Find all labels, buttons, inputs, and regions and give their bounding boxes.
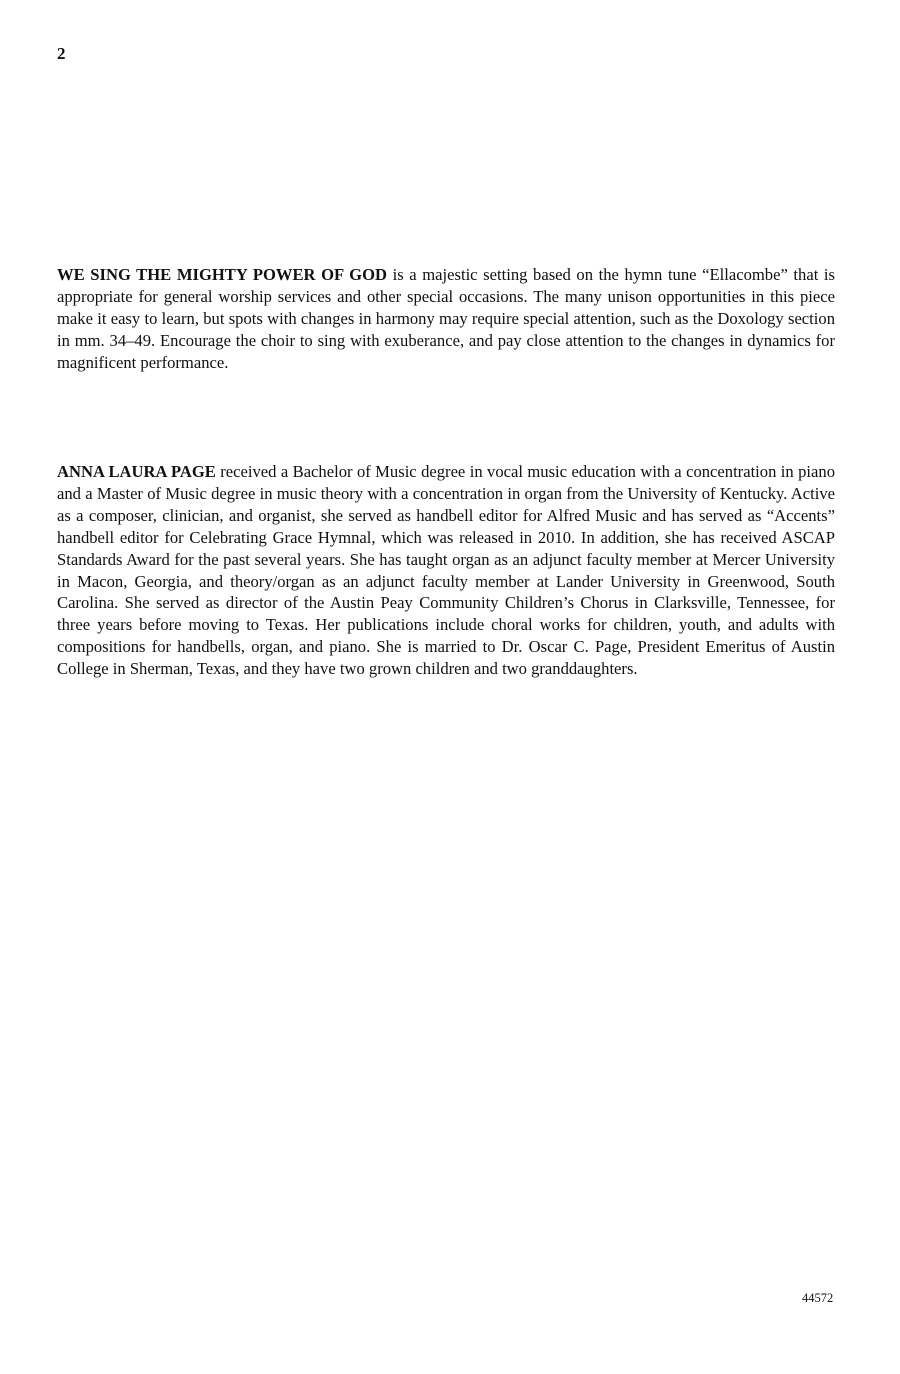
page-number: 2	[57, 44, 66, 63]
intro-paragraph	[57, 264, 835, 374]
bio-text: received a Bachelor of Music degree in vocal music education with a concentration in piano and a Master of Music degree in music theory with a concentration in organ from the University of Kentucky. Active as a composer, clinician, and organist, she served as handbell editor for Alfred Music and has served as “Accents” handbell editor for Celebrating Grace Hymnal, which was released in 2010. In addition, she has received ASCAP Standards Award for the past several years. She has taught organ as an adjunct faculty member at Mercer University in Macon, Georgia, and theory/organ as an adjunct faculty member at Lander University in Greenwood, South Carolina. She served as director of the Austin Peay Community Children’s Chorus in Clarksville, Tennessee, for three years before moving to Texas. Her publications include choral works for children, youth, and adults with compositions for handbells, organ, and piano. She is married to Dr. Oscar C. Page, President Emeritus of Austin College in Sherman, Texas, and they have two grown children and two granddaughters.	[57, 462, 835, 679]
bio-paragraph	[57, 461, 835, 680]
intro-text: is a majestic setting based on the hymn tune “Ellacombe” that is appropriate for general worship services and other special occasions. The many unison opportunities in this piece make it easy to learn, but spots with changes in harmony may require special attention, such as the Doxology section in mm. 34–49. Encourage the choir to sing with exuberance, and pay close attention to the changes in dynamics for magnificent performance.	[57, 265, 835, 372]
bio-name: ANNA LAURA PAGE	[57, 462, 216, 481]
intro-title: WE SING THE MIGHTY POWER OF GOD	[57, 265, 387, 284]
catalog-number: 44572	[802, 1291, 834, 1305]
